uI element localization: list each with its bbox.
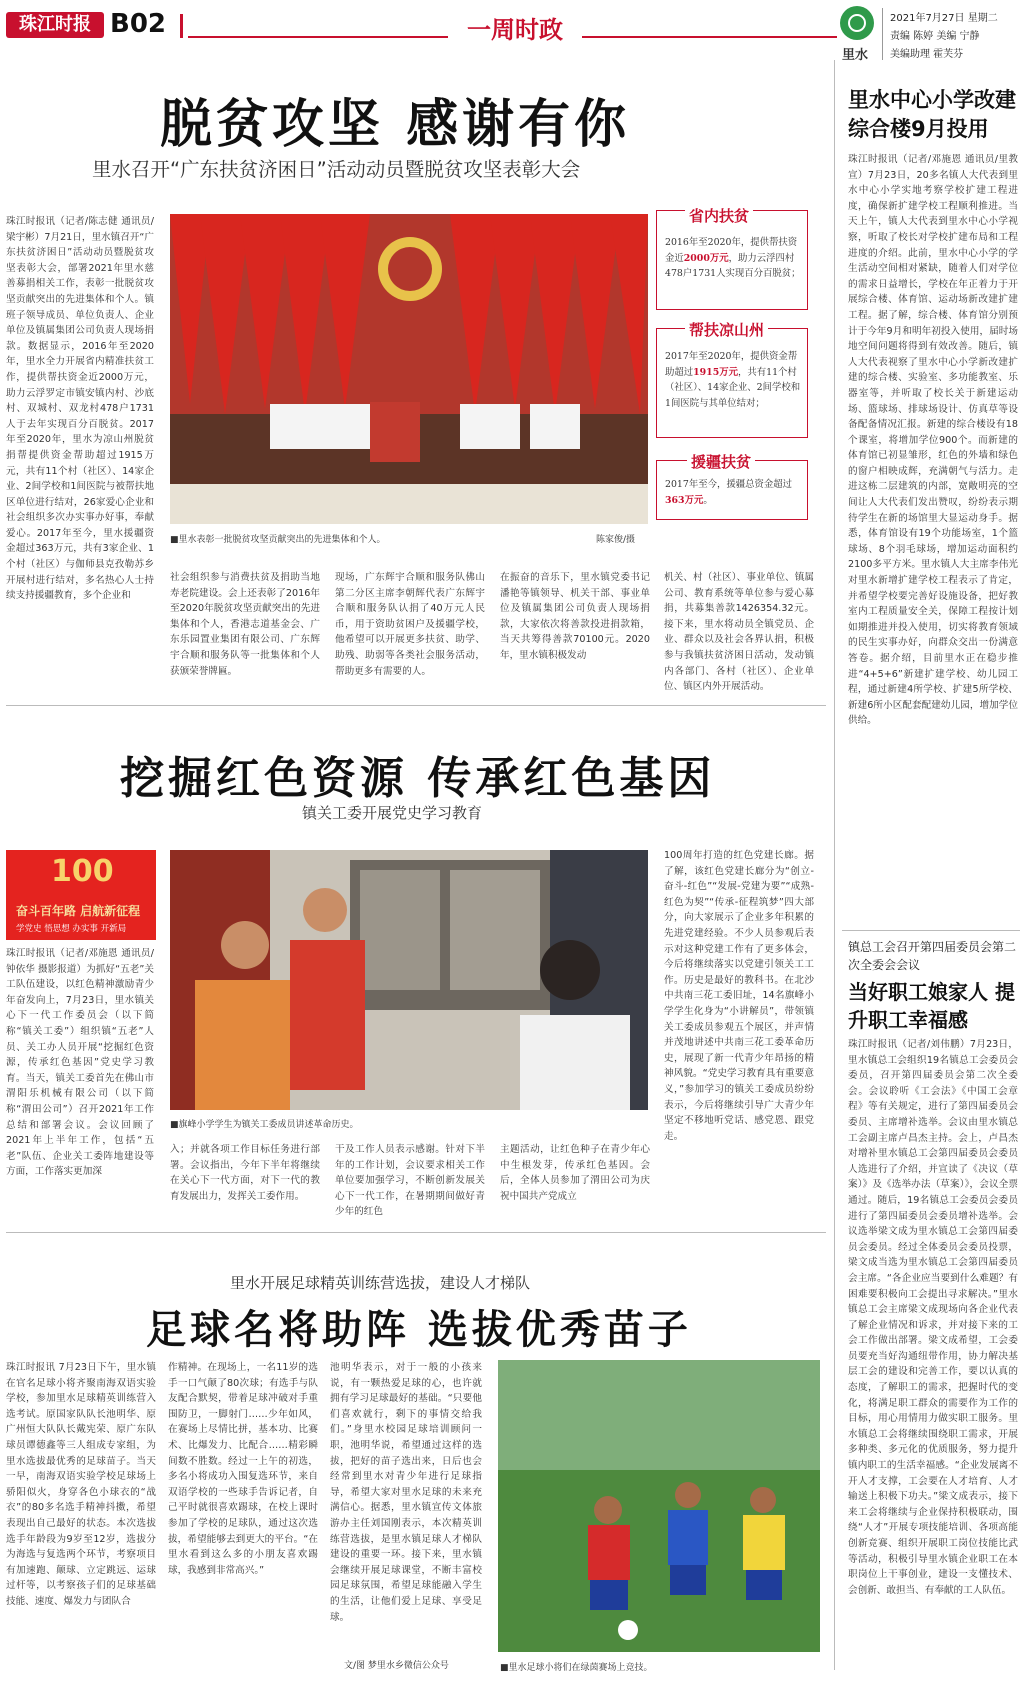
page-number: B02 — [110, 9, 166, 39]
article1-col3: 现场，广东辉宇合顺和服务队佛山第二分区主席李朝辉代表广东辉宇合顺和服务队认捐了40万元人民币，用于资助贫困户及援疆学校，他希望可以开展更多扶贫、助学、助残、助弱等各类社会服务活动，帮助更多有需要的人。 — [335, 572, 485, 677]
section-title: 一周时政 — [467, 16, 563, 44]
exhibition-photo — [170, 850, 648, 1110]
article1-title: 脱贫攻坚 感谢有你 — [160, 94, 631, 155]
editor-assistant: 美编助理 霍芙芬 — [890, 49, 964, 60]
town-logo-inner-icon — [848, 14, 866, 32]
side2-text: 珠江时报讯（记者/刘伟鹏）7月23日，里水镇总工会组织19名镇总工会委员会委员，召开第四届委员会第二次全委会。会议聆听《工会法》《中国工会章程》等有关规定，进行了第四届委员会委员、主席增补选举。会议由里水镇总工会副主席卢昌杰主持。会上，卢昌杰对增补里水镇总工会第四届委员会委员人选进行了介绍，并宣读了《决议（草案）》及《选举办法（草案）》，会议全票通过。随后，19名镇总工会委员会委员进行了第四届委员会委员增补选举。会议选举梁文成为里水镇总工会第四届委员会委员。经过全体委员会委员投票，梁文成当选为里水镇总工会第四届委员会主席。“各企业应当要到什么难题？有困难要积极向工会提出寻求解决。”里水镇总工会主席梁文成现场向各企业代表了解企业情况和诉求，并对接下来的工会工作做出部署。梁文成希望，工会委员要充当好沟通纽带作用，协力解决基层工会的建设和完善工作，要以认真的态度，了解职工的需求，把握时代的变化，将满足职工群众的需要作为工作的目标，用心用情用力做实职工服务。里水镇总工会将继续围绕职工需求，开展多种类、多元化的优质服务，努力提升镇内职工的生活幸福感。“企业发展离不开人才支撑，工会要在人才培育、人才输送上积极下功夫。”梁文成表示，接下来工会将继续与企业保持积极联动，围绕“人才”开展专项技能培训、各项高能创新竞赛、组织开展职工岗位技能比武等活动，积极引导里水镇企业职工在本职岗位上干事创业，建设一支懂技术、会创新、敢担当、有奉献的工人队伍。 — [848, 1039, 1018, 1596]
masthead-line-right — [582, 36, 837, 38]
article2-col5: 100周年打造的红色党建长廊。据了解，该红色党建长廊分为“创立-奋斗-红色”“发展-党建为要”“成熟-红色为契”“传承-征程筑梦”四大部分，向大家展示了企业多年积累的先进党建经验。不少人员参观后表示对这种党建工作有了更多体会，今后将继续落实以党建引领关工工作。历史是最好的教科书。在北沙中共南三花工委旧址，14名旗峰小学学生化身为“小讲解员”，带领镇关工委成员参观五个展区，并声情并茂地讲述中共南三花工委革命历史，展现了新一代青少年昂扬的精神风貌。“党史学习教育具有重要意义，”参加学习的镇关工委成员纷纷表示，今后将继续引导广大青少年坚定不移地听党话、感党恩、跟党走。 — [664, 850, 814, 1142]
article2-bottom-rule — [6, 1232, 826, 1233]
masthead-bar — [180, 14, 183, 38]
side2-kicker: 镇总工会召开第四届委员会第二次全委会会议 — [848, 940, 1017, 972]
article2-col1: 珠江时报讯（记者/邓施恩 通讯员/钟依华 摄影报道）为抓好“五老”关工队伍建设，以红色精神激励青少年奋发向上，7月23日，里水镇关心下一代工作委员会（以下简称“镇关工委”）组织镇“五老”人员、关工办人员开展“挖掘红色资源，传承红色基因”党史学习教育。当天，镇关工委首先在佛山市渭阳乐机械有限公司（以下简称“渭田公司”）召开2021年工作总结和部署会议。会议回顾了2021年上半年工作，包括“五老”队伍、企业关工委阵地建设等方面，工作落实更加深 — [6, 948, 154, 1178]
article3-col3: 池明华表示，对于一般的小孩来说，有一颗热爱足球的心，也许就拥有学习足球最好的基础。“只要他们喜欢就行，剩下的事情交给我们。”身里水校园足球培训顾问一职，池明华说，希望通过这样的选拔，把好的苗子选出来，日后也会经常到里水对青少年进行足球指导，希望大家对里水足球的未来充满信心。据悉，里水镇宣传文体旅游办主任刘国刚表示，本次精英训练营选拔，是里水镇足球人才梯队建设的重要一环。接下来，里水镇会继续开展足球课堂，不断丰富校园足球氛围，希望足球能融入学生的生活，让他们爱上足球、享受足球。 — [330, 1362, 482, 1623]
article3-byline: 文/图 梦里水乡微信公众号 — [344, 1661, 449, 1671]
box-item-2-title: 帮扶凉山州 — [685, 319, 768, 340]
article1-photo-credit: 陈家俊/摄 — [596, 535, 636, 545]
article1-photo — [170, 214, 648, 524]
box-item-1-text: 2016年至2020年，提供帮扶资金近2000万元，助力云浮四村478户1731人实现百分百脱贫； — [665, 237, 801, 279]
poster-sub: 学党史 悟思想 办实事 开新局 — [16, 924, 127, 934]
centenary-number: 100 — [51, 854, 114, 889]
ceremony-photo — [170, 214, 648, 524]
article2-photo — [170, 850, 648, 1110]
masthead-line-left — [188, 36, 448, 38]
football-photo — [498, 1360, 820, 1652]
article1-col4: 在振奋的音乐下，里水镇党委书记潘艳等镇领导、机关干部、事业单位及镇属集团公司负责人现场捐款，大家依次将善款投进捐款箱，当天共筹得善款70100元。2020年，里水镇积极发动 — [500, 572, 650, 661]
article3-photo-caption: ■里水足球小将们在绿茵赛场上竞技。 — [500, 1663, 653, 1673]
side1-title: 里水中心小学改建综合楼9月投用 — [848, 88, 1016, 141]
article3-title: 足球名将助阵 选拔优秀苗子 — [146, 1306, 692, 1353]
article2-title: 挖掘红色资源 传承红色基因 — [120, 753, 716, 804]
masthead — [0, 0, 1024, 63]
editors: 责编 陈婷 美编 宁静 — [890, 31, 980, 42]
box-item-2-text: 2017年至2020年，提供资金帮助超过1915万元，共有11个村（社区）、14家企业、2间学校和1间医院与其单位结对； — [665, 351, 801, 409]
article3-col1: 珠江时报讯 7月23日下午，里水镇在官名足球小将齐聚南海双语实验学校，参加里水足球精英训练营入选考试。原国家队队长池明华、原广州恒大队队长戴宪荣、原广东队球员谭德鑫等三人组成专家组，为里水选拔最优秀的足球苗子。当天一早，南海双语实验学校足球场上骄阳似火，身穿各色小球衣的“战衣”的80多名选手精神抖擞，希望表现出自己最好的状态。本次选拔选手年龄段为9岁至12岁，选拔分为海选与复选两个环节，考察项目有加速跑、颠球、立定跳远、运球过杆等，以考察孩子们的足球基础技能、速度、爆发力与团队合 — [6, 1362, 156, 1607]
poster-slogan: 奋斗百年路 启航新征程 — [16, 904, 141, 918]
paper-name: 珠江时报 — [19, 14, 91, 35]
poverty-box — [656, 207, 808, 515]
article2-col2: 入；并就各项工作目标任务进行部署。会议指出，今年下半年将继续在关心下一代方面，对下一代的教育发展出力，发挥关工委作用。 — [170, 1144, 320, 1202]
article2-photo-caption: ■旗峰小学学生为镇关工委成员讲述革命历史。 — [170, 1120, 359, 1130]
town-logo-text: 里水 — [842, 48, 869, 63]
article2-col3: 干及工作人员表示感谢。针对下半年的工作计划，会议要求相关工作单位要加强学习，不断创新发展关心下一代工作，在暑期期间做好青少年的红色 — [335, 1144, 485, 1218]
box-item-1-title: 省内扶贫 — [685, 205, 753, 226]
box-item-1 — [656, 207, 808, 310]
article2-col4: 主题活动，让红色种子在青少年心中生根发芽，传承红色基因。会后，全体人员参加了渭田公司为庆祝中国共产党成立 — [500, 1144, 650, 1202]
article2-subtitle: 镇关工委开展党史学习教育 — [302, 804, 483, 822]
side1-text: 珠江时报讯（记者/邓施恩 通讯员/里教宣）7月23日，20多名镇人大代表到里水中心小学实地考察学校扩建工程进度，确保新扩建学校工程顺利推进。当天上午，镇人大代表到里水中心小学视察，听取了校长对学校扩建布局和工程进度的介绍。此前，里水中心小学的学生活动空间相对紧缺，随着人们对学位的需求日益增长，学校在年正着力于开展综合楼、体育馆、运动场新改建扩建工程。据了解，综合楼、体育馆分别预计于今年9月和明年初投入使用，届时场地空间问题将得到有效改善。随后，镇人大代表视察了里水中心小学新改建扩建的综合楼、实验室、多功能教室、乐器室等，并听取了校长关于新建运动场、篮球场、排球场设计、仿真草等设备配备情况汇报。新建的综合楼设有18个课室，将增加学位900个。而新建的体育馆已初显雏形，红色的外墙和绿色的窗户相映成辉，充满朝气与活力。走进这栋二层建筑的内部，宽敞明亮的空间让人大代表们发出赞叹，纷纷表示期待学生在新的场馆里大显运动身手。据悉，体育馆设有19个功能场室，1个篮球场、8个羽毛球场，增加运动面积约2100多平方米。里水镇人大主席李伟光对里水新增扩建学校工程表示了肯定，并希望学校要完善好设施设备，把好教室内工程质量安全关，保障工程按计划如期推进并投入使用，切实将教育领域的民生实事办好，向群众交出一份满意答卷。据介绍，目前里水正在稳步推进“4+5+6”新建扩建学校、幼儿园工程，通过新建4所学校、扩建5所学校、新建6所小区配套配建幼儿园，增加学位供给。 — [848, 154, 1018, 727]
box-item-3-title: 援疆扶贫 — [687, 451, 755, 472]
article1-bottom-rule — [6, 705, 826, 706]
article1-photo-caption: ■里水表彰一批脱贫攻坚贡献突出的先进集体和个人。 — [170, 535, 386, 545]
article1-col5: 机关、村（社区）、事业单位、镇属公司、教育系统等单位参与爱心募捐，共募集善款1426354.32元。接下来，里水将动员全镇党员、企业、群众以及社会各界认捐，积极参与我镇扶贫济困日活动，发动镇内各部门、各村（社区）、企业单位、镇区内外开展活动。 — [664, 572, 814, 693]
box-item-3-text: 2017年至今，援疆总资金超过363万元。 — [665, 479, 792, 506]
article3-photo — [498, 1360, 820, 1652]
masthead-divider — [882, 8, 883, 60]
centenary-poster — [6, 850, 156, 940]
side2-title: 当好职工娘家人 提升职工幸福感 — [848, 980, 1015, 1032]
article1-subtitle: 里水召开“广东扶贫济困日”活动动员暨脱贫攻坚表彰大会 — [92, 158, 581, 181]
article1-col2: 社会组织参与消费扶贫及捐助当地寿老院建设。会上还表彰了2016年至2020年脱贫攻坚贡献突出的先进集体和个人，香港志道基金会、广东乐园置业集团有限公司、广东辉宇合顺和服务队等一批集体和个人获颁荣誉牌匾。 — [170, 572, 320, 677]
article1-col1: 珠江时报讯（记者/陈志健 通讯员/梁宇彬）7月21日，里水镇召开“广东扶贫济困日”活动动员暨脱贫攻坚表彰大会，部署2021年里水慈善募捐相关工作，表彰一批脱贫攻坚贡献突出的先进集体和个人。镇班子领导成员、单位负责人、企业单位及镇属集团公司负责人现场捐款。数据显示，2016年至2020年，里水全力开展省内精准扶贫工作，提供帮扶资金近2000万元，助力云浮罗定市镇安镇内村、沙底村、双城村、双龙村478户1731人于去年实现百分百脱贫。2017年至2020年，里水为凉山州脱贫捐帮提供资金帮助超过1915万元，共有11个村（社区）、14家企业、2间学校和1间医院与被帮扶地区单位进行结对，26家爱心企业和社会组织多次办实事办好事，奉献爱心。2017年至今，里水援疆资金超过363万元，共有3家企业、1个村（社区）与伽师县克孜勒苏乡开展村进行结对，多名热心人士持续支持援疆教育，多个企业和 — [6, 216, 154, 602]
issue-date: 2021年7月27日 星期二 — [890, 13, 998, 24]
sidebar-rule — [842, 930, 1020, 931]
column-divider — [834, 60, 835, 1670]
article3-col2: 作精神。在现场上，一名11岁的选手一口气颠了80次球；有选手与队友配合默契，带着足球冲破对手重围防卫，一脚射门……少年如风，在赛场上尽情比拼，基本功、比赛术、比爆发力、比配合……精彩瞬间数不胜数。经过一上午的初选，多名小将成功入围复选环节，来自双语学校的一些球手告诉记者，自己平时就很喜欢踢球，在校上课时参加了学校的足球队，通过这次选拔，希望能够去到更大的平台。“在里水看到这么多的小朋友喜欢踢球，我感到非常高兴。” — [168, 1362, 318, 1576]
box-item-3 — [656, 453, 808, 520]
article3-kicker: 里水开展足球精英训练营选拔，建设人才梯队 — [230, 1274, 531, 1292]
box-item-2 — [656, 321, 808, 438]
